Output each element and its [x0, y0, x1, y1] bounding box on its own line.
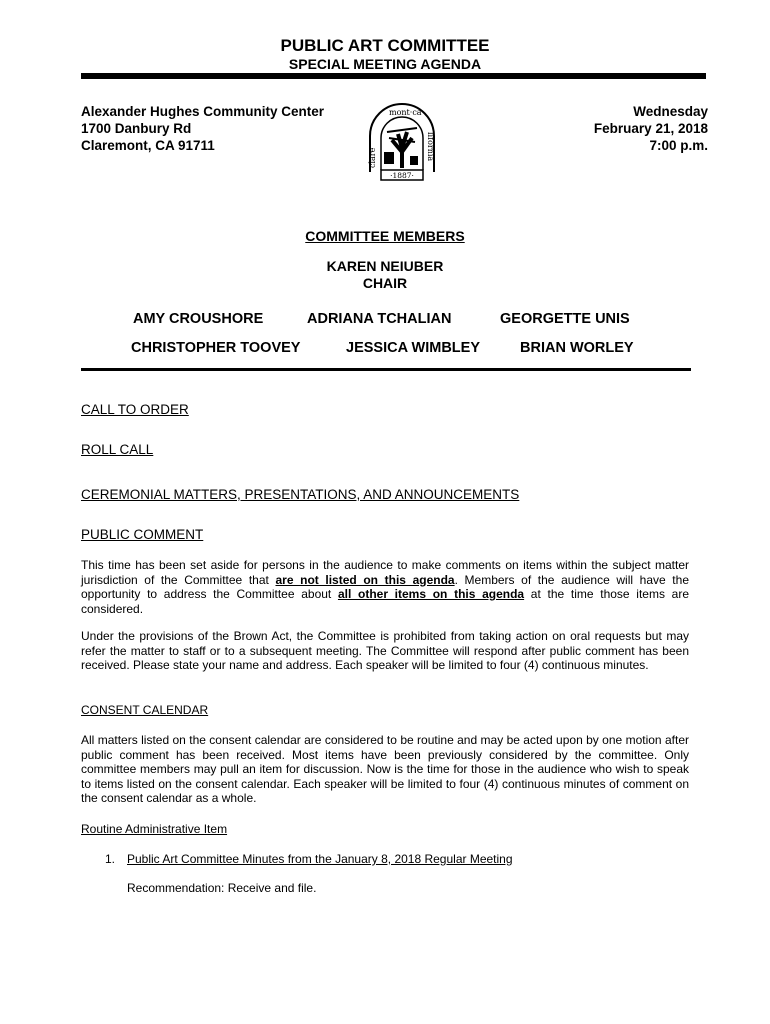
- city-seal: [367, 102, 437, 186]
- svg-text:lifornia: lifornia: [426, 132, 435, 162]
- chair-name: KAREN NEIUBER: [326, 258, 444, 274]
- brown-act-paragraph: Under the provisions of the Brown Act, the Committee is prohibited from taking action on oral requests but may refer the matter to staff or to a subsequent meeting. The Committee will respond after public comment has been received. Please state your name and address. Each speaker will be limited to four (4) continuous minutes.: [81, 629, 689, 673]
- paragraph-text: This time has been set aside for persons in the audience to make comments on items within the subject matter jurisdiction of the Committee that: [81, 558, 689, 587]
- member-name: ADRIANA TCHALIAN: [307, 311, 452, 327]
- committee-heading: COMMITTEE MEMBERS: [305, 228, 465, 244]
- paragraph-text: . Members of the audience will have the opportunity to address the Committee about: [81, 572, 689, 602]
- members-rule: [81, 368, 691, 371]
- location-line: Alexander Hughes Community Center: [81, 104, 325, 119]
- emphasis-text: all other items on this agenda: [337, 587, 525, 602]
- member-name: AMY CROUSHORE: [133, 311, 264, 327]
- consent-calendar-heading: CONSENT CALENDAR: [81, 703, 209, 717]
- routine-heading: Routine Administrative Item: [81, 822, 228, 836]
- public-comment-heading: PUBLIC COMMENT: [81, 527, 204, 542]
- datetime-block: [594, 103, 708, 154]
- page-subtitle: SPECIAL MEETING AGENDA: [288, 56, 482, 72]
- item-recommendation: Recommendation: Receive and file.: [127, 881, 317, 895]
- member-name: JESSICA WIMBLEY: [346, 340, 481, 356]
- paragraph-text: at the time those items are considered.: [81, 587, 689, 616]
- top-rule: [81, 73, 706, 79]
- item-title-link[interactable]: Public Art Committee Minutes from the January 8, 2018 Regular Meeting: [127, 852, 513, 866]
- meeting-date: February 21, 2018: [593, 121, 708, 136]
- seal-year: ·1887·: [390, 171, 414, 180]
- member-name: CHRISTOPHER TOOVEY: [131, 340, 301, 356]
- ceremonial-heading: CEREMONIAL MATTERS, PRESENTATIONS, AND ANNOUNCEMENTS: [81, 487, 520, 502]
- svg-text:clare: clare: [368, 147, 377, 168]
- chair-title: CHAIR: [362, 275, 408, 291]
- emphasis-text: are not listed on this agenda: [275, 572, 455, 587]
- meeting-day: Wednesday: [633, 104, 708, 119]
- public-comment-paragraph: [81, 558, 689, 616]
- roll-call-heading: ROLL CALL: [81, 442, 154, 457]
- item-number: 1.: [105, 852, 116, 866]
- svg-text:mont·ca: mont·ca: [389, 108, 422, 117]
- member-name: GEORGETTE UNIS: [500, 311, 630, 327]
- call-to-order-heading: CALL TO ORDER: [81, 402, 189, 417]
- location-block: [81, 103, 324, 154]
- location-line: 1700 Danbury Rd: [81, 121, 192, 136]
- member-name: BRIAN WORLEY: [520, 340, 634, 356]
- consent-paragraph: All matters listed on the consent calendar are considered to be routine and may be acted upon by one motion after public comment has been received. Most items have been previously considered by the committee. Only committee members may pull an item for discussion. Now is the time for those in the audience who wish to speak to items listed on the consent calendar. Each speaker will be limited to four (4) continuous minutes of comment on the consent calendar as a whole.: [81, 733, 689, 806]
- location-line: Claremont, CA 91711: [81, 138, 215, 153]
- page-title: PUBLIC ART COMMITTEE: [280, 36, 490, 55]
- meeting-time: 7:00 p.m.: [649, 138, 708, 153]
